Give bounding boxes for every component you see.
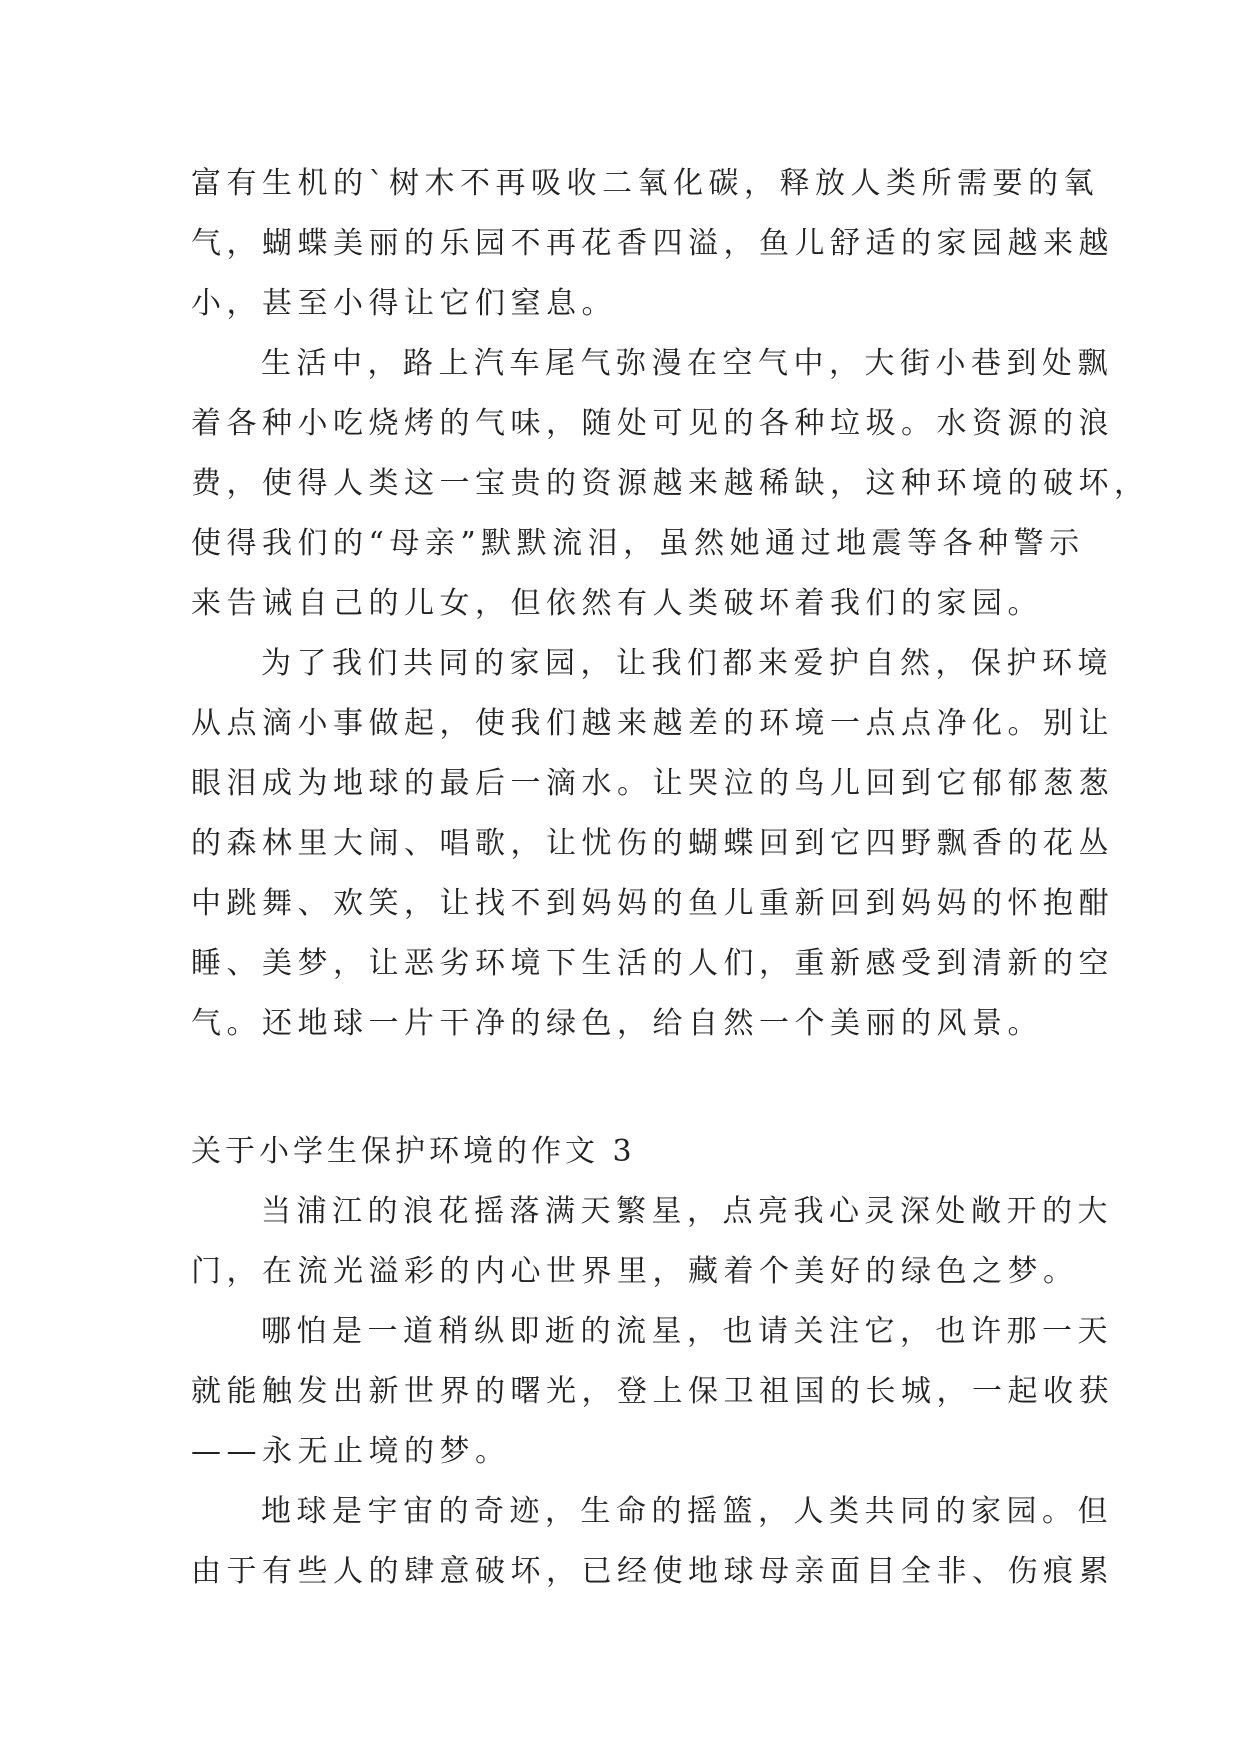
- text-line: 小，甚至小得让它们窒息。: [191, 286, 617, 321]
- text-line: 就能触发出新世界的曙光，登上保卫祖国的长城，一起收获: [191, 1374, 1114, 1409]
- paragraph: [191, 634, 1114, 1054]
- paragraph: [191, 1182, 1113, 1302]
- text-line: ——永无止境的梦。: [191, 1434, 511, 1469]
- document-body: [191, 154, 1150, 1602]
- paragraph: [191, 154, 1114, 334]
- text-line: 哪怕是一道稍纵即逝的流星，也请关注它，也许那一天: [261, 1314, 1113, 1349]
- text-line: 中跳舞、欢笑，让找不到妈妈的鱼儿重新回到妈妈的怀抱酣: [191, 886, 1114, 921]
- text-line: 气。还地球一片干净的绿色，给自然一个美丽的风景。: [191, 1006, 1043, 1041]
- paragraph: [191, 1302, 1114, 1482]
- text-line: 着各种小吃烧烤的气味，随处可见的各种垃圾。水资源的浪: [191, 406, 1114, 441]
- text-line: 眼泪成为地球的最后一滴水。让哭泣的鸟儿回到它郁郁葱葱: [191, 766, 1114, 801]
- text-line: 当浦江的浪花摇落满天繁星，点亮我心灵深处敞开的大: [261, 1194, 1113, 1229]
- paragraph: [191, 1482, 1114, 1602]
- text-line: 费，使得人类这一宝贵的资源越来越稀缺，这种环境的破坏，: [191, 466, 1150, 501]
- paragraph: [191, 334, 1150, 634]
- text-line: 睡、美梦，让恶劣环境下生活的人们，重新感受到清新的空: [191, 946, 1114, 981]
- section-gap: [191, 1054, 1053, 1122]
- text-line: 从点滴小事做起，使我们越来越差的环境一点点净化。别让: [191, 706, 1114, 741]
- text-line: 由于有些人的肆意破坏，已经使地球母亲面目全非、伤痕累: [191, 1554, 1114, 1589]
- text-line: 地球是宇宙的奇迹，生命的摇篮，人类共同的家园。但: [261, 1494, 1113, 1529]
- text-line: 使得我们的“母亲”默默流泪，虽然她通过地震等各种警示: [191, 526, 1085, 561]
- section-heading: 关于小学生保护环境的作文 3: [191, 1134, 636, 1169]
- text-line: 来告诫自己的儿女，但依然有人类破坏着我们的家园。: [191, 586, 1043, 621]
- text-line: 生活中，路上汽车尾气弥漫在空气中，大街小巷到处飘: [261, 346, 1113, 381]
- text-line: 气，蝴蝶美丽的乐园不再花香四溢，鱼儿舒适的家园越来越: [191, 226, 1114, 261]
- text-line: 门，在流光溢彩的内心世界里，藏着个美好的绿色之梦。: [191, 1254, 1079, 1289]
- text-line: 富有生机的`树木不再吸收二氧化碳，释放人类所需要的氧: [191, 166, 1099, 201]
- text-line: 的森林里大闹、唱歌，让忧伤的蝴蝶回到它四野飘香的花丛: [191, 826, 1114, 861]
- text-line: 为了我们共同的家园，让我们都来爱护自然，保护环境: [261, 646, 1113, 681]
